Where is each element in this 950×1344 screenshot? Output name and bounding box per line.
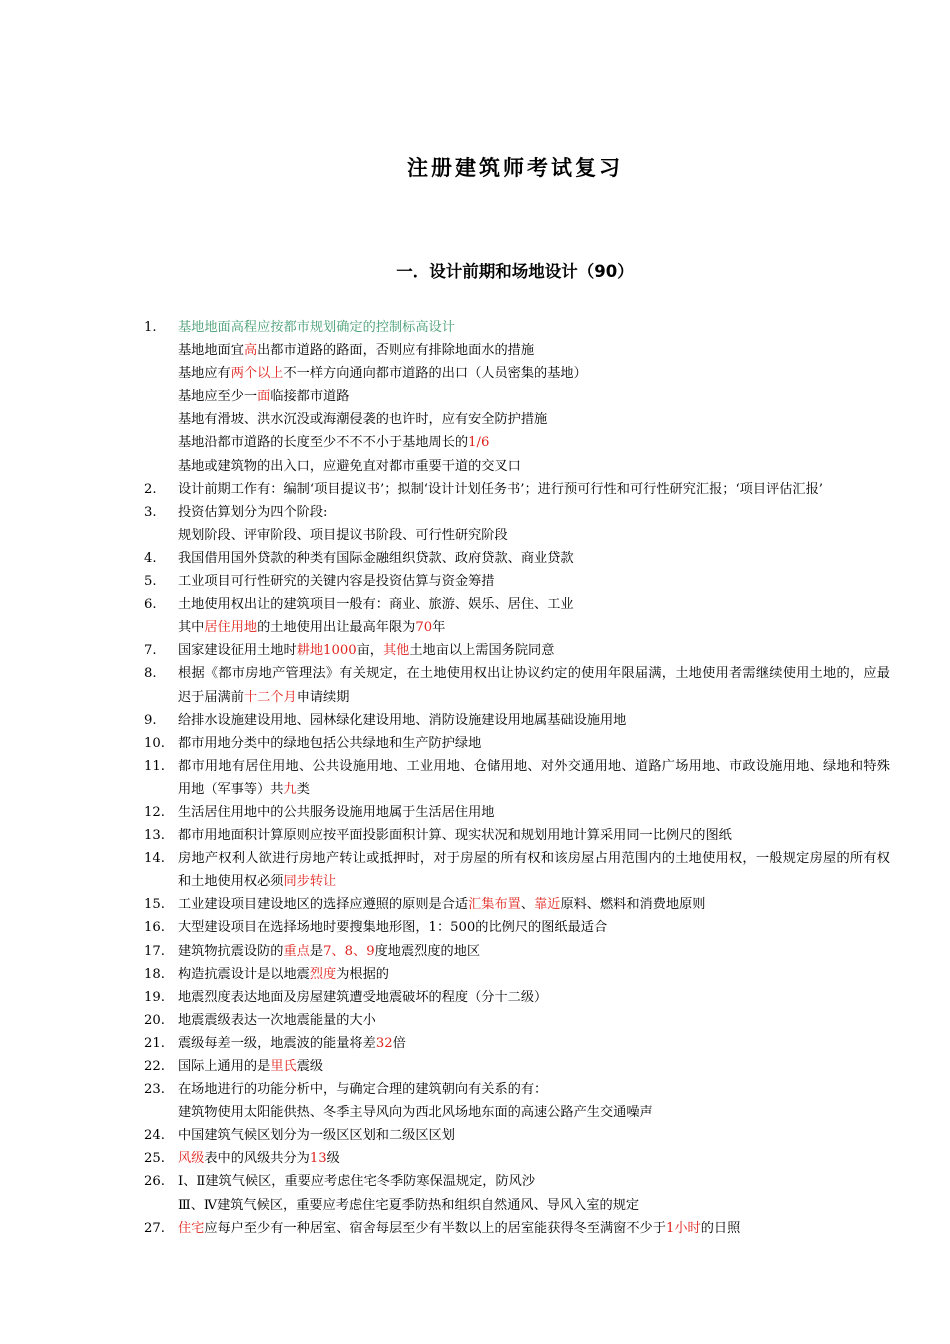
highlighted-text: 7、8、9	[323, 943, 375, 959]
item-text: 、	[520, 897, 535, 913]
list-item	[0, 1170, 890, 1193]
item-text: 的土地使用出让最高年限为	[257, 620, 416, 636]
item-text: 震级	[296, 1059, 324, 1074]
item-text: 建筑物抗震设防的	[178, 943, 284, 959]
list-item	[0, 570, 890, 593]
item-number: 3.	[144, 504, 157, 520]
item-number: 4.	[144, 550, 157, 566]
highlighted-text: 1小时	[665, 1220, 701, 1236]
item-text: 地震烈度表达地面及房屋建筑遭受地震破坏的程度（分十二级）	[178, 989, 548, 1005]
list-item	[0, 824, 890, 847]
item-number: 15.	[144, 897, 165, 913]
list-item	[0, 916, 890, 939]
item-text: Ⅰ、Ⅱ建筑气候区，重要应考虑住宅冬季防寒保温规定，防风沙	[178, 1174, 536, 1190]
item-text: 的日照	[700, 1220, 741, 1236]
item-number: 20.	[144, 1012, 165, 1028]
item-text: 临接都市道路	[270, 389, 350, 405]
list-item	[0, 732, 890, 755]
item-text: 在场地进行的功能分析中，与确定合理的建筑朝向有关系的有：	[178, 1082, 548, 1098]
document-title: 注册建筑师考试复习	[407, 156, 623, 180]
item-number: 2.	[144, 481, 157, 497]
list-item	[0, 1078, 890, 1101]
highlighted-text: 汇集布置	[468, 897, 521, 913]
list-item	[0, 893, 890, 916]
list-item	[0, 847, 890, 893]
item-text: 基地或建筑物的出入口，应避免直对都市重要干道的交叉口	[178, 458, 521, 474]
item-text: 基地沿都市道路的长度至少不不不小于基地周长的	[178, 435, 469, 451]
list-item-continuation	[0, 385, 890, 408]
list-item-continuation	[0, 616, 890, 639]
item-text: Ⅲ、Ⅳ建筑气候区，重要应考虑住宅夏季防热和组织自然通风、导风入室的规定	[178, 1197, 640, 1213]
item-text: 其中	[178, 620, 205, 636]
list-item	[0, 986, 890, 1009]
list-item-continuation	[0, 431, 890, 454]
item-number: 11.	[144, 758, 165, 774]
item-text: 都市用地分类中的绿地包括公共绿地和生产防护绿地	[178, 735, 482, 751]
highlighted-text: 九	[283, 781, 297, 797]
item-text: 房地产权利人欲进行房地产转让或抵押时，对于房屋的所有权和该房屋占用范围内的土地使用权，一般规定房屋的所有权和土地使用权必须	[178, 851, 890, 890]
highlighted-text: 里氏	[270, 1059, 297, 1074]
item-text: 震级每差一级，地震波的能量将差	[178, 1035, 376, 1051]
highlighted-text: 13	[309, 1151, 327, 1167]
item-number: 26.	[144, 1174, 165, 1190]
section-heading: 一．设计前期和场地设计（90）	[396, 262, 634, 281]
highlighted-text: 32	[375, 1035, 393, 1051]
list-item-continuation	[0, 339, 890, 362]
item-number: 12.	[144, 804, 165, 820]
list-item	[0, 1009, 890, 1032]
item-text: 地震震级表达一次地震能量的大小	[178, 1012, 376, 1028]
item-text: 倍	[392, 1035, 406, 1051]
highlighted-text: 风级	[178, 1151, 205, 1167]
item-number: 17.	[144, 943, 165, 959]
list-item	[0, 940, 890, 963]
item-number: 23.	[144, 1082, 165, 1098]
item-text: 出都市道路的路面，否则应有排除地面水的措施	[257, 343, 535, 359]
item-text: 都市用地面积计算原则应按平面投影面积计算、现实状况和规划用地计算采用同一比例尺的图纸	[178, 828, 732, 844]
item-text: 建筑物使用太阳能供热、冬季主导风向为西北风场地东面的高速公路产生交通噪声	[178, 1105, 653, 1121]
item-number: 19.	[144, 989, 165, 1005]
item-text: 国家建设征用土地时	[178, 643, 297, 659]
item-number: 16.	[144, 920, 165, 936]
item-text: 是	[309, 943, 324, 959]
item-number: 25.	[144, 1151, 165, 1167]
list-item	[0, 963, 890, 986]
item-text: 大型建设项目在选择场地时要搜集地形图，1：500的比例尺的图纸最适合	[178, 920, 608, 936]
list-item	[0, 478, 890, 501]
item-text: 不一样方向通向都市道路的出口（人员密集的基地）	[283, 366, 587, 382]
item-text: 我国借用国外贷款的种类有国际金融组织贷款、政府贷款、商业贷款	[178, 550, 574, 566]
item-number: 6.	[144, 597, 157, 613]
item-text: 基地应有	[178, 366, 231, 382]
item-text: 投资估算划分为四个阶段:	[178, 504, 328, 520]
item-text: 原料、燃料和消费地原则	[560, 897, 706, 913]
item-text: 规划阶段、评审阶段、项目提议书阶段、可行性研究阶段	[178, 527, 508, 543]
list-item	[0, 593, 890, 616]
highlighted-text: 基地地面高程应按都市规划确定的控制标高设计	[178, 320, 455, 335]
highlighted-text: 靠近	[534, 897, 561, 913]
list-item-continuation	[0, 362, 890, 385]
highlighted-text: 十二个月	[243, 689, 297, 705]
item-text: 为根据的	[336, 966, 389, 982]
list-item-continuation	[0, 1101, 890, 1124]
list-item-continuation	[0, 408, 890, 431]
item-text: 生活居住用地中的公共服务设施用地属于生活居住用地	[178, 804, 495, 820]
item-number: 9.	[144, 712, 157, 728]
item-number: 14.	[144, 851, 165, 867]
item-number: 5.	[144, 574, 157, 590]
list-item	[0, 755, 890, 801]
list-item	[0, 639, 890, 662]
item-number: 7.	[144, 643, 157, 659]
item-text: 度地震烈度的地区	[374, 943, 481, 959]
highlighted-text: 其他	[383, 643, 410, 659]
item-text: 土地使用权出让的建筑项目一般有：商业、旅游、娱乐、居住、工业	[178, 597, 574, 613]
list-item	[0, 662, 890, 708]
highlighted-text: 70	[415, 620, 433, 636]
item-text: 基地地面宜	[178, 343, 244, 359]
item-number: 27.	[144, 1220, 165, 1236]
item-text: 中国建筑气候区划分为一级区区划和二级区区划	[178, 1128, 455, 1144]
item-text: 基地应至少一	[178, 389, 258, 405]
highlighted-text: 重点	[283, 943, 310, 959]
item-number: 21.	[144, 1035, 165, 1051]
highlighted-text: 居住用地	[204, 620, 258, 636]
list-item-continuation	[0, 1194, 890, 1217]
item-text: 给排水设施建设用地、园林绿化建设用地、消防设施建设用地属基础设施用地	[178, 712, 627, 728]
item-text: 级	[326, 1151, 340, 1167]
list-item	[0, 1217, 890, 1240]
highlighted-text: 1/6	[468, 435, 490, 451]
item-number: 8.	[144, 666, 157, 682]
item-text: 构造抗震设计是以地震	[178, 966, 310, 982]
list-item-continuation	[0, 455, 890, 478]
highlighted-text: 面	[257, 389, 271, 405]
list-item	[0, 501, 890, 524]
list-item	[0, 1124, 890, 1147]
list-item	[0, 316, 890, 339]
highlighted-text: 住宅	[178, 1220, 205, 1236]
item-text: 年	[432, 620, 446, 636]
item-text: 申请续期	[296, 689, 350, 705]
highlighted-text: 高	[243, 343, 258, 359]
list-item	[0, 1147, 890, 1170]
highlighted-text: 耕地1000	[296, 643, 357, 659]
item-text: 应每户至少有一种居室、宿舍每层至少有半数以上的居室能获得冬至满窗不少于	[204, 1220, 666, 1236]
item-number: 24.	[144, 1128, 165, 1144]
highlighted-text: 烈度	[309, 966, 337, 982]
item-text: 工业项目可行性研究的关键内容是投资估算与资金筹措	[178, 574, 495, 590]
highlighted-text: 两个以上	[230, 366, 284, 382]
list-item	[0, 1055, 890, 1078]
item-text: 根据《都市房地产管理法》有关规定，在土地使用权出让协议约定的使用年限届满，土地使用者需继续使用土地的，应最迟于届满前	[178, 666, 890, 705]
item-number: 13.	[144, 828, 165, 844]
list-item	[0, 1032, 890, 1055]
list-item-continuation	[0, 524, 890, 547]
item-number: 10.	[144, 735, 165, 751]
list-item	[0, 547, 890, 570]
item-text: 亩，	[356, 643, 383, 659]
highlighted-text: 同步转让	[283, 874, 337, 890]
list-item	[0, 709, 890, 732]
item-text: 国际上通用的是	[178, 1059, 271, 1074]
item-text: 工业建设项目建设地区的选择应遵照的原则是合适	[178, 897, 469, 913]
item-text: 土地亩以上需国务院同意	[409, 643, 555, 659]
item-text: 设计前期工作有：编制‘项目提议书’；拟制‘设计计划任务书’；进行预可行性和可行性研究汇报；‘项目评估汇报’	[178, 481, 823, 497]
item-text: 基地有滑坡、洪水沉没或海潮侵袭的也许时，应有安全防护措施	[178, 412, 548, 428]
item-text: 类	[296, 781, 310, 797]
item-text: 都市用地有居住用地、公共设施用地、工业用地、仓储用地、对外交通用地、道路广场用地、市政设施用地、绿地和特殊用地（军事等）共	[178, 758, 890, 797]
item-number: 22.	[144, 1059, 165, 1074]
review-list	[0, 316, 950, 1240]
item-text: 表中的风级共分为	[204, 1151, 310, 1167]
item-number: 1.	[144, 320, 157, 335]
list-item	[0, 801, 890, 824]
item-number: 18.	[144, 966, 165, 982]
